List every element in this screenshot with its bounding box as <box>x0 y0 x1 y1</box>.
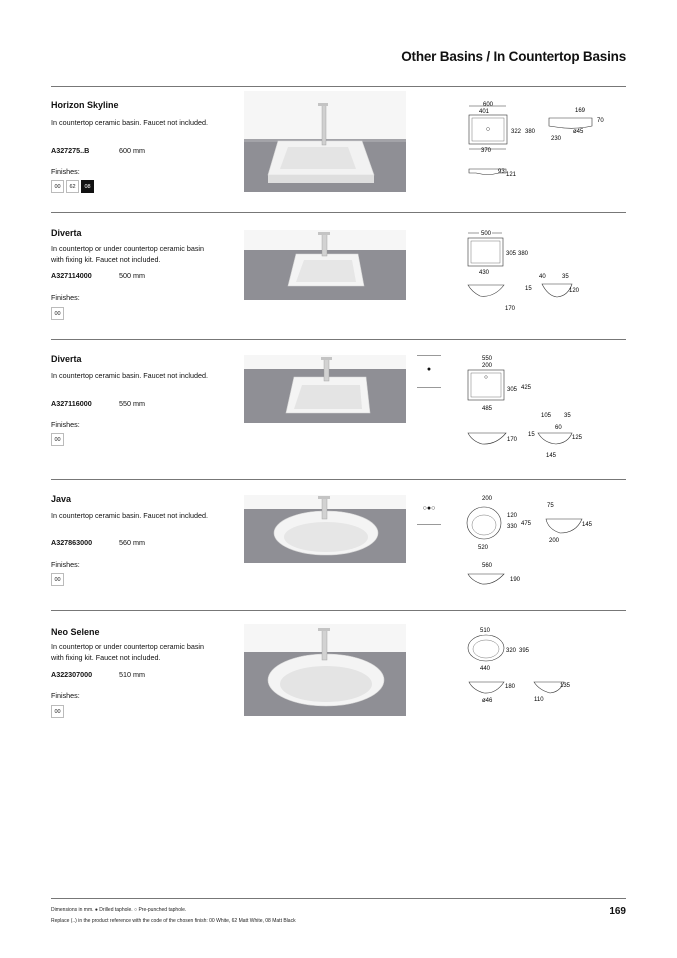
technical-drawing <box>464 228 614 333</box>
finishes-label: Finishes: <box>51 560 80 569</box>
dim-height: 180 <box>505 684 516 690</box>
dim-side-b: 145 <box>582 522 593 528</box>
dim-front: 485 <box>482 406 493 412</box>
dim-side-w: 110 <box>534 697 544 703</box>
dim-depth-c: 475 <box>521 521 532 527</box>
dim-depth-b: 395 <box>519 648 530 654</box>
dim-width-inner: 200 <box>482 363 493 369</box>
finishes-label: Finishes: <box>51 167 80 176</box>
dim-width-inner: 401 <box>479 109 490 115</box>
dim-front: 440 <box>480 666 491 672</box>
product-photo <box>244 91 406 192</box>
dim-depth-a: 120 <box>507 513 518 519</box>
section-rule <box>51 479 626 480</box>
taphole-indicator <box>417 355 441 388</box>
technical-drawing <box>464 493 614 598</box>
page-title: Other Basins / In Countertop Basins <box>401 49 626 64</box>
finish-swatch-white: 00 <box>51 573 64 586</box>
footnote-dimensions: Dimensions in mm. ● Drilled taphole. ○ Pre-punched taphole. <box>51 907 187 913</box>
dim-width-outer: 550 <box>482 356 493 362</box>
product-photo <box>244 230 406 300</box>
dim-side-depth: 230 <box>551 136 562 142</box>
finish-swatch-matt-white: 62 <box>66 180 79 193</box>
finishes-label: Finishes: <box>51 293 80 302</box>
dim-side-d: 15 <box>528 432 535 438</box>
product-size: 600 mm <box>119 146 145 155</box>
finish-swatches <box>51 433 64 446</box>
product-name: Diverta <box>51 228 82 238</box>
product-code: A327863000 <box>51 538 93 547</box>
finish-swatches <box>51 705 64 718</box>
finish-swatches <box>51 573 64 586</box>
finish-swatch-white: 00 <box>51 705 64 718</box>
dim-depth-b: 425 <box>521 385 532 391</box>
dim-side-d: 120 <box>569 288 580 294</box>
product-code: A327114000 <box>51 271 92 280</box>
product-photo <box>244 495 406 563</box>
dim-side-a: 40 <box>539 274 546 280</box>
product-size: 500 mm <box>119 271 145 280</box>
technical-drawing <box>464 353 614 468</box>
product-description: In countertop ceramic basin. Faucet not included. <box>51 118 209 127</box>
dim-height: 170 <box>505 306 516 312</box>
dim-depth-a: 305 <box>506 251 517 257</box>
technical-drawing <box>464 626 614 721</box>
dim-side-a: 105 <box>541 413 552 419</box>
dim-side-b: 35 <box>562 274 569 280</box>
product-code: A322307000 <box>51 670 93 679</box>
finish-swatch-white: 00 <box>51 433 64 446</box>
product-name: Java <box>51 494 72 504</box>
dim-front: 520 <box>478 545 489 551</box>
footnote-finish-codes: Replace (..) in the product reference with the code of the chosen finish: 00 White, 62 Matt White, 08 Matt Black <box>51 918 296 924</box>
section-rule <box>51 339 626 340</box>
dim-front-h: 190 <box>510 577 521 583</box>
dim-width-outer: 510 <box>480 628 491 634</box>
product-description: In countertop or under countertop ceramic basin with fixing kit. Faucet not included. <box>51 244 205 264</box>
footer-rule <box>51 898 626 899</box>
taphole-icon: ● <box>426 366 432 373</box>
dim-width-outer: 600 <box>483 102 494 108</box>
dim-depth-a: 305 <box>507 387 518 393</box>
section-rule <box>51 212 626 213</box>
section-rule <box>51 610 626 611</box>
product-name: Horizon Skyline <box>51 100 119 110</box>
taphole-icon: ○●○ <box>422 505 436 512</box>
dim-front-a: 93 <box>498 169 505 175</box>
dim-drain: ø45 <box>573 129 584 135</box>
product-photo <box>244 624 406 716</box>
taphole-indicator <box>417 493 441 525</box>
dim-side-w: 169 <box>575 108 586 114</box>
dim-drain: ø46 <box>482 698 493 704</box>
product-size: 550 mm <box>119 399 145 408</box>
finish-swatch-white: 00 <box>51 180 64 193</box>
product-size: 560 mm <box>119 538 145 547</box>
product-code: A327116000 <box>51 399 92 408</box>
dim-depth-a: 320 <box>506 648 517 654</box>
product-code: A327275..B <box>51 146 90 155</box>
dim-width-outer: 500 <box>481 231 492 237</box>
dim-front-w: 560 <box>482 563 493 569</box>
dim-side-c: 60 <box>555 425 562 431</box>
product-description: In countertop or under countertop ceramic basin with fixing kit. Faucet not included. <box>51 642 205 662</box>
dim-depth-b: 380 <box>518 251 529 257</box>
dim-side-h: 135 <box>560 683 571 689</box>
finish-swatch-white: 00 <box>51 307 64 320</box>
dim-front: 370 <box>481 148 492 154</box>
dim-depth-b: 380 <box>525 129 536 135</box>
dim-height: 170 <box>507 437 518 443</box>
product-photo <box>244 355 406 423</box>
dim-front: 430 <box>479 270 490 276</box>
finishes-label: Finishes: <box>51 691 80 700</box>
finish-swatches <box>51 180 94 193</box>
page-number: 169 <box>609 906 626 917</box>
product-size: 510 mm <box>119 670 145 679</box>
dim-front-b: 121 <box>506 172 517 178</box>
dim-side-c: 15 <box>525 286 532 292</box>
dim-side-b: 35 <box>564 413 571 419</box>
dim-width-inner: 200 <box>482 496 493 502</box>
dim-side-c: 200 <box>549 538 560 544</box>
finish-swatch-matt-black: 08 <box>81 180 94 193</box>
product-name: Diverta <box>51 354 82 364</box>
dim-side-f: 145 <box>546 453 557 459</box>
dim-side-h: 70 <box>597 118 604 124</box>
finishes-label: Finishes: <box>51 420 80 429</box>
technical-drawing <box>464 100 614 205</box>
dim-side-e: 125 <box>572 435 583 441</box>
dim-depth-a: 322 <box>511 129 522 135</box>
product-description: In countertop ceramic basin. Faucet not included. <box>51 511 209 520</box>
finish-swatches <box>51 307 64 320</box>
dim-side-a: 75 <box>547 503 554 509</box>
product-name: Neo Selene <box>51 627 100 637</box>
product-description: In countertop ceramic basin. Faucet not included. <box>51 371 209 380</box>
header-rule <box>51 86 626 87</box>
dim-depth-b: 330 <box>507 524 518 530</box>
